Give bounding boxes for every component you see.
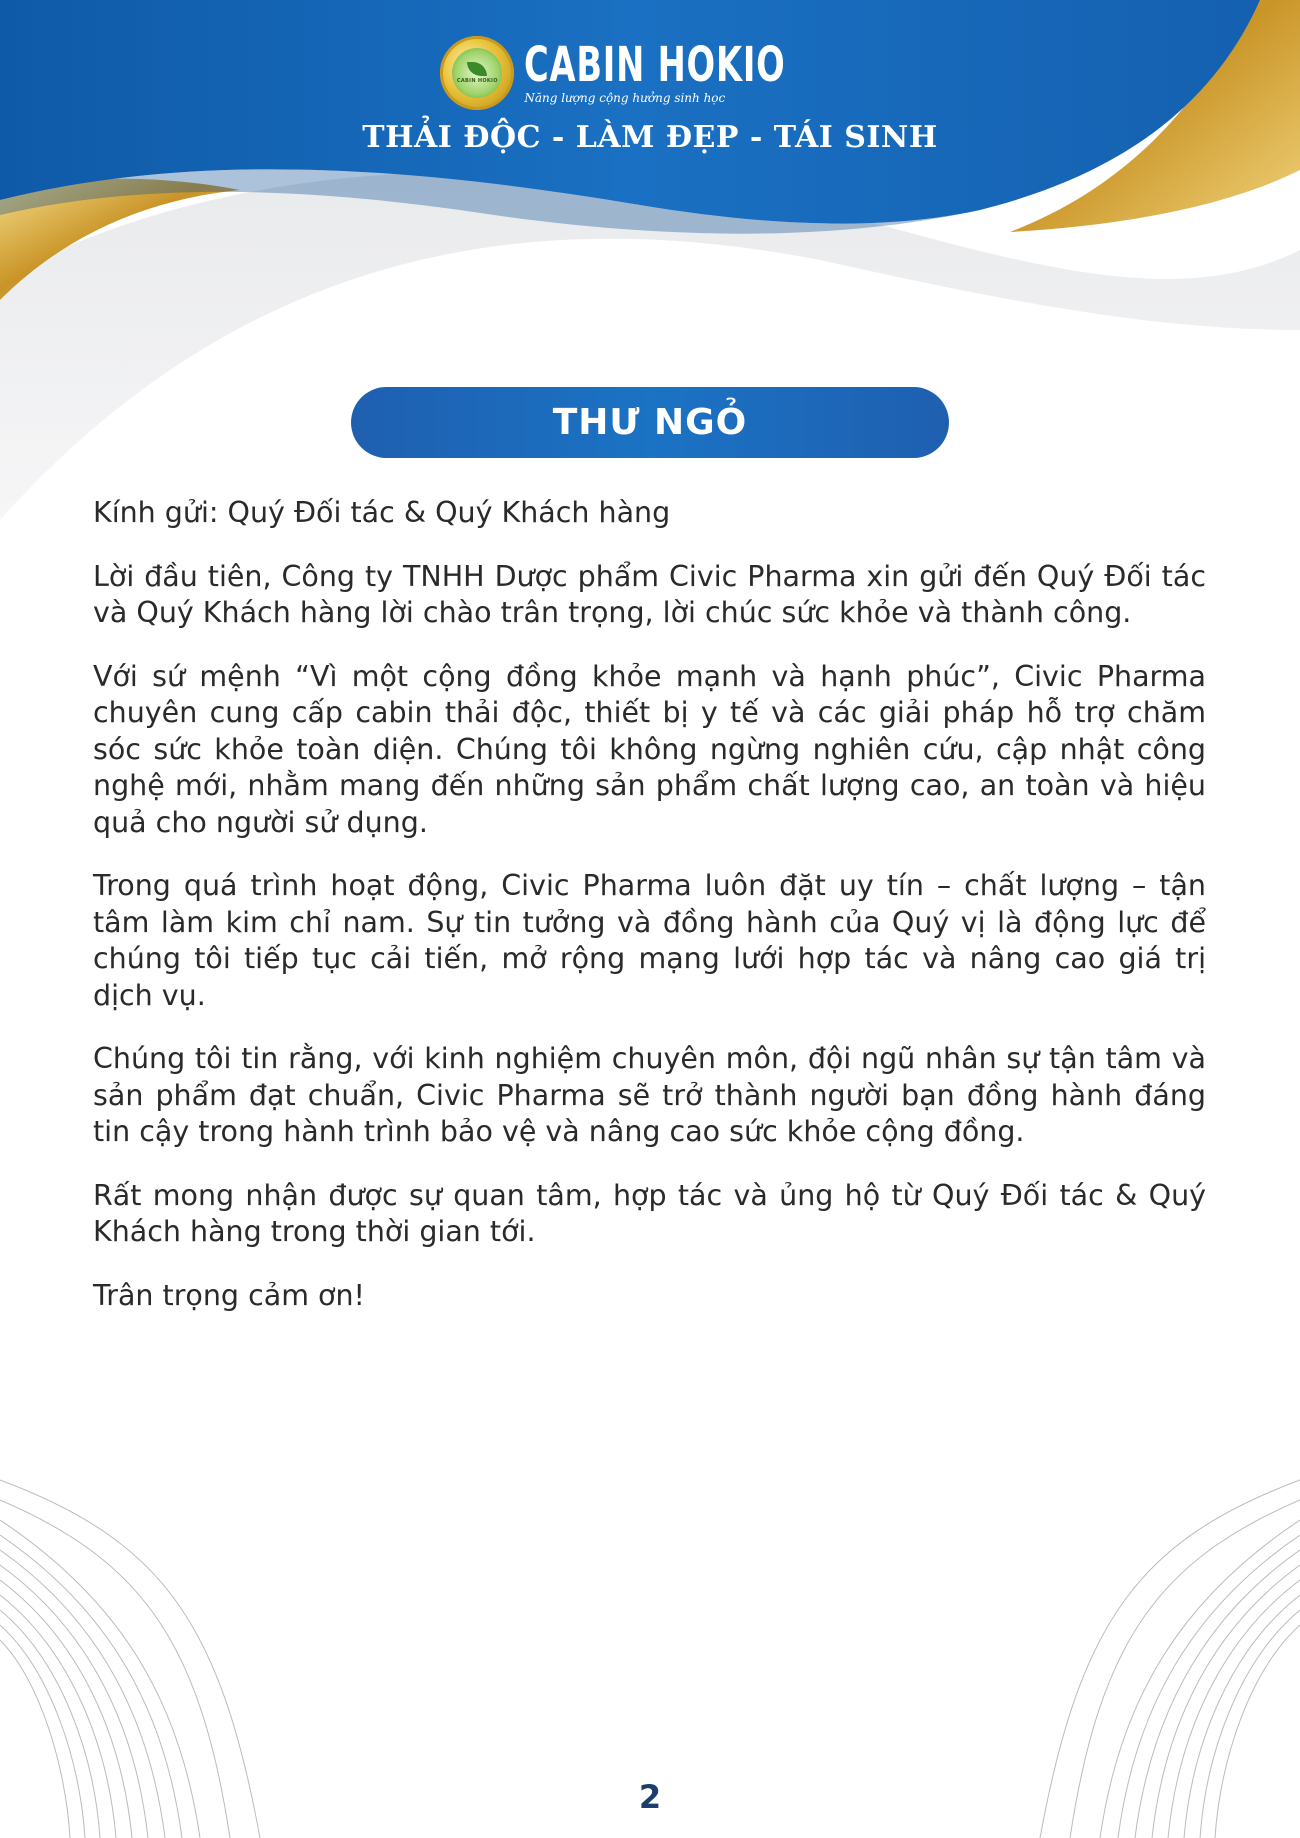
paragraph-1: Lời đầu tiên, Công ty TNHH Dược phẩm Civic Pharma xin gửi đến Quý Đối tác và Quý Khách hàng lời chào trân trọng, lời chúc sức khỏe và thành công.	[93, 559, 1206, 629]
salutation: Kính gửi: Quý Đối tác & Quý Khách hàng	[93, 496, 671, 529]
letter-body	[93, 495, 1206, 1341]
closing: Trân trọng cảm ơn!	[93, 1278, 365, 1312]
brand-text	[524, 37, 859, 105]
paragraph-3: Trong quá trình hoạt động, Civic Pharma luôn đặt uy tín – chất lượng – tận tâm làm kim chỉ nam. Sự tin tưởng và đồng hành của Quý vị là động lực để chúng tôi tiếp tục cải tiến, mở rộng mạng lưới hợp tác và nâng cao giá trị dịch vụ.	[93, 869, 1206, 1012]
paragraph-4: Chúng tôi tin rằng, với kinh nghiệm chuyên môn, đội ngũ nhân sự tận tâm và sản phẩm đạt chuẩn, Civic Pharma sẽ trở thành người bạn đồng hành đáng tin cậy trong hành trình bảo vệ và nâng cao sức khỏe cộng đồng.	[93, 1042, 1206, 1148]
paragraph-2: Với sứ mệnh “Vì một cộng đồng khỏe mạnh và hạnh phúc”, Civic Pharma chuyên cung cấp cabin thải độc, thiết bị y tế và các giải pháp hỗ trợ chăm sóc sức khỏe toàn diện. Chúng tôi không ngừng nghiên cứu, cập nhật công nghệ mới, nhằm mang đến những sản phẩm chất lượng cao, an toàn và hiệu quả cho người sử dụng.	[93, 659, 1206, 839]
page-header	[0, 0, 1300, 170]
tagline: THẢI ĐỘC - LÀM ĐẸP - TÁI SINH	[362, 120, 938, 155]
brand-name: CABIN HOKIO	[524, 37, 786, 93]
letter-title: THƯ NGỎ	[552, 402, 748, 443]
paragraph-5: Rất mong nhận được sự quan tâm, hợp tác và ủng hộ từ Quý Đối tác & Quý Khách hàng trong thời gian tới.	[93, 1178, 1206, 1248]
logo-badge-icon	[440, 36, 514, 110]
brand-subtitle: Năng lượng cộng hưởng sinh học	[524, 91, 726, 105]
letter-title-banner	[351, 387, 949, 458]
leaf-icon	[452, 48, 502, 98]
page-number: 2	[638, 1778, 662, 1816]
logo-badge-text: CABIN HOKIO	[456, 78, 498, 84]
brand-logo	[0, 36, 1300, 110]
